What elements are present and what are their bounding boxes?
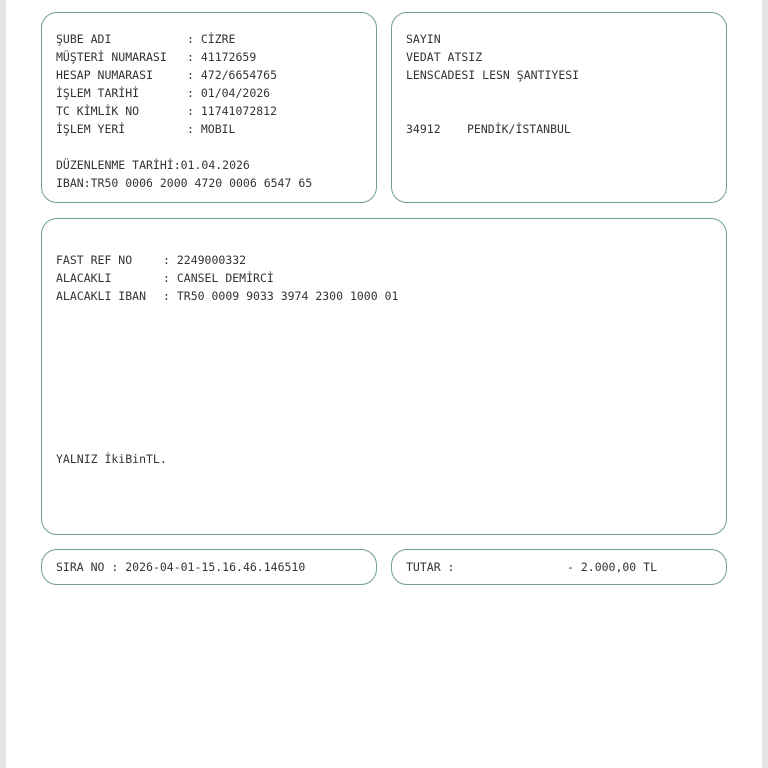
account-iban: IBAN:TR50 0006 2000 4720 0006 6547 65 — [56, 176, 313, 190]
alacakli-label: ALACAKLI — [56, 271, 112, 285]
tutar-box — [391, 549, 727, 585]
colon: : — [187, 50, 201, 64]
sira-label: SIRA NO — [56, 560, 105, 574]
hesap-row — [56, 66, 376, 84]
hesap-label: HESAP NUMARASI — [56, 68, 153, 82]
recipient-company: LENSCADESI LESN ŞANTIYESI — [406, 68, 580, 82]
spacer — [406, 102, 726, 120]
colon: : — [104, 560, 126, 574]
alacakli-iban-label: ALACAKLI IBAN — [56, 289, 147, 303]
spacer — [56, 138, 376, 156]
amount-in-words: YALNIZ İkiBinTL. — [56, 452, 167, 466]
zip-code: 34912 — [406, 122, 441, 136]
musteri-row — [56, 48, 376, 66]
fast-ref-label: FAST REF NO — [56, 253, 133, 267]
transfer-detail-box — [41, 218, 727, 535]
colon: : — [187, 122, 201, 136]
colon: : — [163, 271, 177, 285]
sira-value: 2026-04-01-15.16.46.146510 — [125, 560, 306, 574]
tc-row — [56, 102, 376, 120]
tutar-row — [406, 558, 726, 576]
colon: : — [440, 560, 455, 574]
islem-yeri-value: MOBIL — [200, 122, 236, 136]
tutar-label: TUTAR — [406, 560, 441, 574]
islem-tarihi-value: 01/04/2026 — [200, 86, 271, 100]
colon: : — [187, 68, 201, 82]
receipt-page — [6, 0, 762, 768]
sube-row — [56, 30, 376, 48]
sube-label: ŞUBE ADI — [56, 32, 112, 46]
colon: : — [163, 253, 177, 267]
fast-ref-row — [56, 251, 726, 269]
colon: : — [187, 32, 201, 46]
alacakli-iban-value: TR50 0009 9033 3974 2300 1000 01 — [176, 289, 399, 303]
tutar-value: - 2.000,00 TL — [567, 560, 658, 574]
address-row — [406, 120, 726, 138]
islem-yeri-row — [56, 120, 376, 138]
colon: : — [187, 104, 201, 118]
recipient-name: VEDAT ATSIZ — [406, 50, 483, 64]
islem-tarihi-label: İŞLEM TARİHİ — [56, 86, 140, 100]
islem-tarihi-row — [56, 84, 376, 102]
tc-value: 11741072812 — [200, 104, 278, 118]
greeting: SAYIN — [406, 32, 441, 46]
tc-label: TC KİMLİK NO — [56, 104, 140, 118]
alacakli-iban-row — [56, 287, 726, 305]
islem-yeri-label: İŞLEM YERİ — [56, 122, 126, 136]
colon: : — [163, 289, 177, 303]
hesap-value: 472/6654765 — [200, 68, 278, 82]
alacakli-value: CANSEL DEMİRCİ — [176, 271, 274, 285]
musteri-label: MÜŞTERİ NUMARASI — [56, 50, 167, 64]
sira-row — [56, 558, 376, 576]
spacer — [406, 84, 726, 102]
sira-no-box — [41, 549, 377, 585]
colon: : — [187, 86, 201, 100]
musteri-value: 41172659 — [200, 50, 257, 64]
duzenlenme-tarihi: DÜZENLENME TARİHİ:01.04.2026 — [56, 158, 250, 172]
account-info-box — [41, 12, 377, 203]
fast-ref-value: 2249000332 — [176, 253, 247, 267]
alacakli-row — [56, 269, 726, 287]
city: PENDİK/İSTANBUL — [467, 122, 571, 136]
sube-value: CİZRE — [200, 32, 236, 46]
recipient-box — [391, 12, 727, 203]
